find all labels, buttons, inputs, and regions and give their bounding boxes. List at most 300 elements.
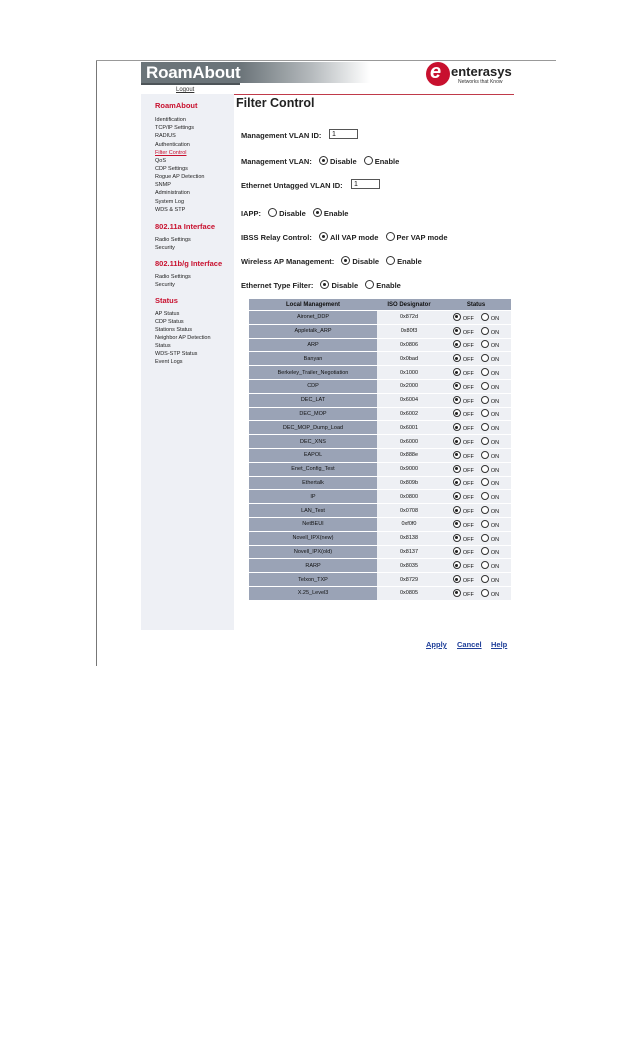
status-on-option[interactable] <box>481 509 499 515</box>
eth-type-filter-disable-option[interactable] <box>320 280 358 290</box>
status-off-option[interactable] <box>453 316 474 322</box>
mgmt-vlan-disable-option[interactable] <box>319 156 357 166</box>
eth-type-filter-label: Ethernet Type Filter: <box>241 281 314 290</box>
logo-name: enterasys <box>451 64 512 79</box>
option-label: Enable <box>323 209 349 218</box>
iapp-disable-option[interactable] <box>268 208 306 218</box>
status-off-option[interactable] <box>453 523 474 529</box>
status-off-option[interactable] <box>453 578 474 584</box>
option-label: Enable <box>397 257 422 266</box>
status-off-option[interactable] <box>453 509 474 515</box>
status-on-option[interactable] <box>481 564 499 570</box>
protocol-name-cell: Aironet_DDP <box>249 311 377 324</box>
status-on-option[interactable] <box>481 468 499 474</box>
radio-icon[interactable] <box>481 313 489 321</box>
iso-designator-cell: 0x888e <box>377 449 441 462</box>
status-off-option[interactable] <box>453 495 474 501</box>
radio-icon[interactable] <box>481 354 489 362</box>
radio-icon[interactable] <box>481 382 489 390</box>
status-off-option[interactable] <box>453 537 474 543</box>
radio-selected-icon[interactable] <box>320 280 329 289</box>
iapp-label: IAPP: <box>241 209 262 218</box>
table-row <box>249 311 511 324</box>
status-off-option[interactable] <box>453 343 474 349</box>
sidebar-item-filter-control[interactable]: Filter Control <box>155 150 187 156</box>
radio-selected-icon[interactable] <box>453 340 461 348</box>
radio-icon[interactable] <box>481 368 489 376</box>
status-option-label: OFF <box>462 536 474 543</box>
status-on-option[interactable] <box>481 481 499 487</box>
protocol-name-cell: DEC_XNS <box>249 435 377 448</box>
radio-icon[interactable] <box>386 232 395 241</box>
radio-selected-icon[interactable] <box>453 327 461 335</box>
status-cell <box>441 421 511 434</box>
sidebar-item-snmp[interactable]: SNMP <box>155 182 171 188</box>
ibss-all-vap-option[interactable] <box>319 232 378 242</box>
status-option-label: OFF <box>462 522 474 529</box>
status-option-label: OFF <box>462 371 474 378</box>
status-option-label: ON <box>490 495 500 502</box>
status-option-label: ON <box>490 371 500 378</box>
protocol-name-cell: X.25_Level3 <box>249 587 377 600</box>
status-option-label: OFF <box>462 509 474 516</box>
status-on-option[interactable] <box>481 550 499 556</box>
table-row <box>249 339 511 352</box>
sidebar-section-80211a[interactable]: 802.11a Interface <box>155 222 216 231</box>
status-on-option[interactable] <box>481 426 499 432</box>
table-row <box>249 587 511 600</box>
status-option-label: ON <box>490 564 500 571</box>
status-off-option[interactable] <box>453 592 474 598</box>
status-cell <box>441 408 511 421</box>
status-cell <box>441 463 511 476</box>
wireless-ap-mgmt-row <box>241 256 422 266</box>
radio-selected-icon[interactable] <box>453 561 461 569</box>
table-row <box>249 463 511 476</box>
status-option-label: ON <box>490 550 500 557</box>
status-option-label: ON <box>490 315 500 322</box>
radio-icon[interactable] <box>268 208 277 217</box>
status-cell <box>441 587 511 600</box>
status-on-option[interactable] <box>481 537 499 543</box>
status-cell <box>441 573 511 586</box>
ibss-relay-row <box>241 232 448 242</box>
status-option-label: OFF <box>462 412 474 419</box>
status-cell <box>441 504 511 517</box>
radio-selected-icon[interactable] <box>453 492 461 500</box>
status-on-option[interactable] <box>481 399 499 405</box>
table-row <box>249 490 511 503</box>
iso-designator-cell: 0x2000 <box>377 380 441 393</box>
radio-selected-icon[interactable] <box>453 313 461 321</box>
table-row <box>249 380 511 393</box>
status-option-label: ON <box>490 536 500 543</box>
sidebar-item-cdp-status[interactable]: CDP Status <box>155 319 184 325</box>
iso-designator-cell: 0x0805 <box>377 587 441 600</box>
status-on-option[interactable] <box>481 592 499 598</box>
protocol-name-cell: Novell_IPX(old) <box>249 546 377 559</box>
protocol-name-cell: Banyan <box>249 352 377 365</box>
status-on-option[interactable] <box>481 316 499 322</box>
sidebar-item-wds-stp[interactable]: WDS & STP <box>155 207 186 213</box>
sidebar-item-neighbor-status[interactable]: Status <box>155 343 171 349</box>
iso-designator-cell: 0x6004 <box>377 394 441 407</box>
status-cell <box>441 366 511 379</box>
sidebar-item-bg-radio-settings[interactable]: Radio Settings <box>155 274 191 280</box>
radio-selected-icon[interactable] <box>453 547 461 555</box>
iso-designator-cell: 0x872d <box>377 311 441 324</box>
filter-table-body <box>249 311 511 600</box>
cancel-link[interactable]: Cancel <box>457 640 482 649</box>
radio-selected-icon[interactable] <box>453 354 461 362</box>
protocol-name-cell: NetBEUI <box>249 518 377 531</box>
sidebar-item-neighbor-ap-detection[interactable]: Neighbor AP Detection <box>155 335 211 341</box>
status-option-label: OFF <box>462 550 474 557</box>
iso-designator-cell: 0x80f3 <box>377 325 441 338</box>
radio-icon[interactable] <box>481 492 489 500</box>
radio-selected-icon[interactable] <box>453 465 461 473</box>
iso-designator-cell: 0x8729 <box>377 573 441 586</box>
radio-icon[interactable] <box>481 340 489 348</box>
protocol-name-cell: IP <box>249 490 377 503</box>
mgmt-vlan-label: Management VLAN: <box>241 157 312 166</box>
status-off-option[interactable] <box>453 385 474 391</box>
protocol-name-cell: CDP <box>249 380 377 393</box>
col-status: Status <box>441 299 511 310</box>
radio-selected-icon[interactable] <box>453 520 461 528</box>
iso-designator-cell: 0xf0f0 <box>377 518 441 531</box>
iso-designator-cell: 0x8137 <box>377 546 441 559</box>
radio-icon[interactable] <box>481 423 489 431</box>
iso-designator-cell: 0x0708 <box>377 504 441 517</box>
status-cell <box>441 559 511 572</box>
mgmt-vlan-row <box>241 156 399 166</box>
status-on-option[interactable] <box>481 454 499 460</box>
sidebar-item-wds-stp-status[interactable]: WDS-STP Status <box>155 351 198 357</box>
status-off-option[interactable] <box>453 550 474 556</box>
table-row <box>249 477 511 490</box>
status-option-label: OFF <box>462 453 474 460</box>
radio-selected-icon[interactable] <box>453 396 461 404</box>
eth-untagged-vlan-id-label: Ethernet Untagged VLAN ID: <box>241 181 343 190</box>
status-option-label: OFF <box>462 440 474 447</box>
table-row <box>249 504 511 517</box>
radio-selected-icon[interactable] <box>313 208 322 217</box>
status-option-label: ON <box>490 357 500 364</box>
ibss-per-vap-option[interactable] <box>386 232 448 242</box>
iapp-enable-option[interactable] <box>313 208 349 218</box>
status-option-label: OFF <box>462 384 474 391</box>
table-row <box>249 352 511 365</box>
iso-designator-cell: 0x8035 <box>377 559 441 572</box>
header-divider <box>234 94 514 95</box>
radio-selected-icon[interactable] <box>319 156 328 165</box>
status-on-option[interactable] <box>481 371 499 377</box>
sidebar-item-ap-status[interactable]: AP Status <box>155 311 180 317</box>
status-option-label: OFF <box>462 329 474 336</box>
sidebar-item-a-radio-settings[interactable]: Radio Settings <box>155 237 191 243</box>
radio-icon[interactable] <box>481 561 489 569</box>
ibss-relay-label: IBSS Relay Control: <box>241 233 312 242</box>
protocol-name-cell: ARP <box>249 339 377 352</box>
status-option-label: ON <box>490 522 500 529</box>
table-row <box>249 325 511 338</box>
status-off-option[interactable] <box>453 454 474 460</box>
radio-selected-icon[interactable] <box>319 232 328 241</box>
table-row <box>249 408 511 421</box>
protocol-name-cell: RARP <box>249 559 377 572</box>
status-on-option[interactable] <box>481 440 499 446</box>
iso-designator-cell: 0x0bad <box>377 352 441 365</box>
status-option-label: ON <box>490 481 500 488</box>
sidebar-item-event-logs[interactable]: Event Logs <box>155 359 183 365</box>
header-banner-fade <box>240 62 370 83</box>
status-off-option[interactable] <box>453 371 474 377</box>
status-off-option[interactable] <box>453 440 474 446</box>
radio-selected-icon[interactable] <box>453 589 461 597</box>
status-cell <box>441 325 511 338</box>
status-option-label: OFF <box>462 398 474 405</box>
sidebar-item-qos[interactable]: QoS <box>155 158 167 164</box>
option-label: Per VAP mode <box>396 233 448 242</box>
status-off-option[interactable] <box>453 564 474 570</box>
status-on-option[interactable] <box>481 578 499 584</box>
iso-designator-cell: 0x6000 <box>377 435 441 448</box>
eth-type-filter-row <box>241 280 401 290</box>
status-cell <box>441 311 511 324</box>
status-option-label: ON <box>490 440 500 447</box>
radio-icon[interactable] <box>386 256 395 265</box>
radio-icon[interactable] <box>481 478 489 486</box>
radio-selected-icon[interactable] <box>453 423 461 431</box>
logo-tagline: Networks that Know <box>458 79 503 85</box>
status-on-option[interactable] <box>481 495 499 501</box>
status-option-label: ON <box>490 578 500 585</box>
radio-icon[interactable] <box>481 520 489 528</box>
col-local-management: Local Management <box>249 299 377 310</box>
iso-designator-cell: 0x0800 <box>377 490 441 503</box>
radio-icon[interactable] <box>481 534 489 542</box>
status-cell <box>441 394 511 407</box>
enterasys-logo <box>426 62 516 88</box>
status-option-label: ON <box>490 467 500 474</box>
radio-icon[interactable] <box>481 575 489 583</box>
table-row <box>249 546 511 559</box>
option-label: Enable <box>376 281 401 290</box>
status-option-label: OFF <box>462 564 474 571</box>
mgmt-vlan-enable-option[interactable] <box>364 156 400 166</box>
status-option-label: ON <box>490 329 500 336</box>
status-off-option[interactable] <box>453 468 474 474</box>
page-title: Filter Control <box>236 96 315 110</box>
radio-icon[interactable] <box>481 327 489 335</box>
status-option-label: OFF <box>462 343 474 350</box>
sidebar-item-stations-status[interactable]: Stations Status <box>155 327 192 333</box>
status-cell <box>441 546 511 559</box>
table-row <box>249 449 511 462</box>
status-on-option[interactable] <box>481 385 499 391</box>
sidebar-section-status[interactable]: Status <box>155 296 178 305</box>
iso-designator-cell: 0x9000 <box>377 463 441 476</box>
table-row <box>249 421 511 434</box>
status-option-label: ON <box>490 591 500 598</box>
help-link[interactable]: Help <box>491 640 508 649</box>
status-off-option[interactable] <box>453 481 474 487</box>
table-row <box>249 518 511 531</box>
col-iso-designator: ISO Designator <box>377 299 441 310</box>
status-option-label: ON <box>490 398 500 405</box>
status-cell <box>441 532 511 545</box>
status-option-label: OFF <box>462 481 474 488</box>
sidebar-section-80211bg[interactable]: 802.11b/g Interface <box>155 259 223 268</box>
iso-designator-cell: 0x809b <box>377 477 441 490</box>
iso-designator-cell: 0x1000 <box>377 366 441 379</box>
radio-selected-icon[interactable] <box>453 437 461 445</box>
protocol-name-cell: DEC_LAT <box>249 394 377 407</box>
option-label: Disable <box>352 257 380 266</box>
protocol-name-cell: Enet_Config_Test <box>249 463 377 476</box>
status-option-label: OFF <box>462 315 474 322</box>
status-option-label: OFF <box>462 467 474 474</box>
radio-icon[interactable] <box>365 280 374 289</box>
protocol-name-cell: LAN_Test <box>249 504 377 517</box>
status-on-option[interactable] <box>481 357 499 363</box>
radio-icon[interactable] <box>481 437 489 445</box>
status-off-option[interactable] <box>453 330 474 336</box>
option-label: All VAP mode <box>329 233 379 242</box>
protocol-name-cell: Berkeley_Trailer_Negotiation <box>249 366 377 379</box>
sidebar-item-cdp-settings[interactable]: CDP Settings <box>155 166 188 172</box>
status-option-label: ON <box>490 384 500 391</box>
radio-icon[interactable] <box>481 409 489 417</box>
status-off-option[interactable] <box>453 412 474 418</box>
status-cell <box>441 339 511 352</box>
mgmt-vlan-id-input[interactable]: 1 <box>329 129 358 139</box>
table-row <box>249 559 511 572</box>
iso-designator-cell: 0x8138 <box>377 532 441 545</box>
status-option-label: ON <box>490 412 500 419</box>
sidebar-item-system-log[interactable]: System Log <box>155 199 185 205</box>
status-cell <box>441 449 511 462</box>
sidebar-item-authentication[interactable]: Authentication <box>155 142 190 148</box>
sidebar-item-rogue-ap-detection[interactable]: Rogue AP Detection <box>155 174 205 180</box>
wireless-ap-mgmt-label: Wireless AP Management: <box>241 257 335 266</box>
eth-type-filter-enable-option[interactable] <box>365 280 401 290</box>
iso-designator-cell: 0x6001 <box>377 421 441 434</box>
status-on-option[interactable] <box>481 330 499 336</box>
sidebar-item-identification[interactable]: Identification <box>155 117 186 123</box>
iapp-row <box>241 208 348 218</box>
radio-selected-icon[interactable] <box>453 409 461 417</box>
option-label: Enable <box>374 157 400 166</box>
eth-untagged-vlan-id-input[interactable]: 1 <box>351 179 380 189</box>
protocol-name-cell: DEC_MOP <box>249 408 377 421</box>
radio-selected-icon[interactable] <box>453 506 461 514</box>
protocol-name-cell: DEC_MOP_Dump_Load <box>249 421 377 434</box>
status-option-label: ON <box>490 343 500 350</box>
table-row <box>249 366 511 379</box>
radio-icon[interactable] <box>481 396 489 404</box>
status-option-label: ON <box>490 509 500 516</box>
radio-icon[interactable] <box>481 589 489 597</box>
radio-selected-icon[interactable] <box>453 575 461 583</box>
table-header-row <box>249 299 511 310</box>
status-option-label: OFF <box>462 426 474 433</box>
sidebar-item-a-security[interactable]: Security <box>155 245 175 251</box>
radio-selected-icon[interactable] <box>453 382 461 390</box>
logout-link[interactable]: Logout <box>176 87 195 93</box>
sidebar-item-bg-security[interactable]: Security <box>155 282 175 288</box>
option-label: Disable <box>279 209 306 218</box>
mgmt-vlan-id-label: Management VLAN ID: <box>241 131 322 140</box>
status-cell <box>441 477 511 490</box>
ethernet-type-filter-table <box>249 298 511 601</box>
option-label: Disable <box>329 157 357 166</box>
logo-e-glyph: e <box>430 61 442 83</box>
table-row <box>249 435 511 448</box>
sidebar-item-radius[interactable]: RADIUS <box>155 133 176 139</box>
radio-icon[interactable] <box>481 451 489 459</box>
status-cell <box>441 352 511 365</box>
table-row <box>249 532 511 545</box>
radio-icon[interactable] <box>481 465 489 473</box>
status-cell <box>441 518 511 531</box>
status-option-label: ON <box>490 426 500 433</box>
status-on-option[interactable] <box>481 523 499 529</box>
status-off-option[interactable] <box>453 357 474 363</box>
status-option-label: OFF <box>462 357 474 364</box>
radio-selected-icon[interactable] <box>341 256 350 265</box>
protocol-name-cell: Appletalk_ARP <box>249 325 377 338</box>
status-on-option[interactable] <box>481 343 499 349</box>
radio-selected-icon[interactable] <box>453 368 461 376</box>
status-off-option[interactable] <box>453 399 474 405</box>
iso-designator-cell: 0x6002 <box>377 408 441 421</box>
protocol-name-cell: EAPOL <box>249 449 377 462</box>
wireless-ap-mgmt-enable-option[interactable] <box>386 256 422 266</box>
iso-designator-cell: 0x0806 <box>377 339 441 352</box>
status-option-label: OFF <box>462 578 474 585</box>
table-row <box>249 394 511 407</box>
status-cell <box>441 380 511 393</box>
status-option-label: OFF <box>462 495 474 502</box>
status-option-label: OFF <box>462 591 474 598</box>
sidebar-item-administration[interactable]: Administration <box>155 190 190 196</box>
radio-selected-icon[interactable] <box>453 478 461 486</box>
radio-icon[interactable] <box>364 156 373 165</box>
status-off-option[interactable] <box>453 426 474 432</box>
radio-selected-icon[interactable] <box>453 534 461 542</box>
status-option-label: ON <box>490 453 500 460</box>
apply-link[interactable]: Apply <box>426 640 447 649</box>
table-row <box>249 573 511 586</box>
sidebar-section-roamabout[interactable]: RoamAbout <box>155 101 198 110</box>
status-cell <box>441 490 511 503</box>
radio-icon[interactable] <box>481 506 489 514</box>
protocol-name-cell: Telxon_TXP <box>249 573 377 586</box>
protocol-name-cell: Ethertalk <box>249 477 377 490</box>
status-cell <box>441 435 511 448</box>
sidebar-item-tcpip-settings[interactable]: TCP/IP Settings <box>155 125 195 131</box>
option-label: Disable <box>331 281 359 290</box>
radio-icon[interactable] <box>481 547 489 555</box>
status-on-option[interactable] <box>481 412 499 418</box>
frame-top-border <box>96 60 556 61</box>
radio-selected-icon[interactable] <box>453 451 461 459</box>
app-title: RoamAbout <box>146 63 241 82</box>
wireless-ap-mgmt-disable-option[interactable] <box>341 256 379 266</box>
frame-left-border <box>96 60 97 666</box>
